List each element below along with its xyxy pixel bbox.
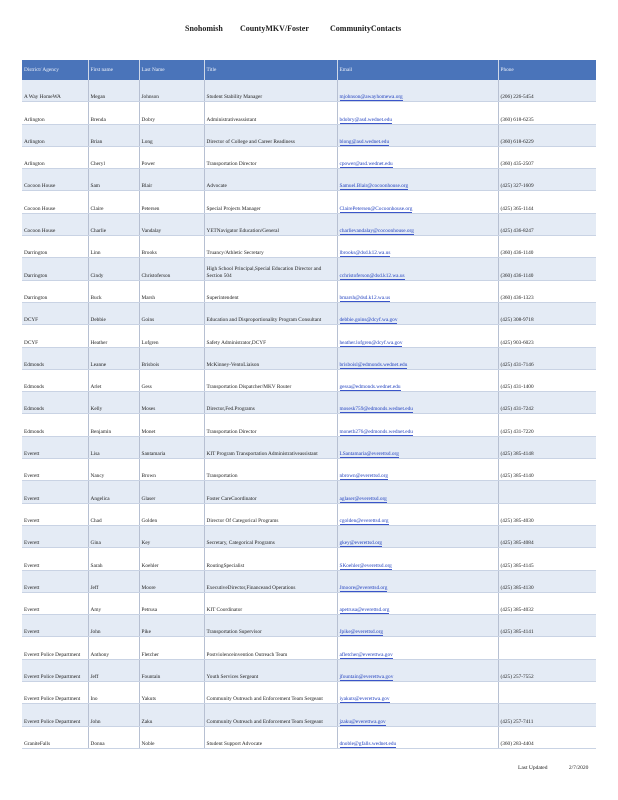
cell-phone: (425) 385-4084 [498,525,596,547]
email-link[interactable]: Jmoore@everettsd.org [339,584,388,591]
table-row [22,102,596,124]
cell-title: Special Projects Manager [204,191,337,213]
table-row [22,191,596,213]
cell-first-name: Sarah [88,548,139,570]
table-body [22,80,596,748]
table-row [22,726,596,748]
cell-last-name: Monet [139,414,204,436]
cell-district: Edmonds [22,369,88,391]
cell-district: Everett [22,615,88,637]
header-last-name: Last Name [139,60,204,80]
cell-district: Cocoon House [22,169,88,191]
cell-email [337,704,498,726]
email-link[interactable]: LSantamaria@everettsd.org [339,451,399,458]
cell-phone: (425) 385-4130 [498,570,596,592]
cell-title: Student Support Advocate [204,726,337,748]
table-row [22,124,596,146]
cell-title: Transportation Supervisor [204,615,337,637]
cell-phone: (360) 283-4404 [498,726,596,748]
cell-last-name: Koehler [139,548,204,570]
email-link[interactable]: cpower@asd.wednet.edu [339,161,393,168]
cell-district: Darrington [22,258,88,280]
cell-first-name: Heather [88,325,139,347]
cell-last-name: Marsh [139,280,204,302]
cell-phone: (360) 436-1323 [498,280,596,302]
cell-district: Edmonds [22,414,88,436]
cell-phone: (425) 308-9718 [498,302,596,324]
cell-last-name: Fountain [139,659,204,681]
cell-title: Student Stability Manager [204,80,337,102]
cell-email [337,548,498,570]
cell-first-name: Debbie [88,302,139,324]
cell-email [337,347,498,369]
table-row [22,213,596,235]
cell-title: RoutingSpecialist [204,548,337,570]
cell-first-name: Ino [88,682,139,704]
cell-last-name: Blair [139,169,204,191]
table-row [22,659,596,681]
cell-first-name: Cindy [88,258,139,280]
cell-email [337,146,498,168]
header-phone: Phone [498,60,596,80]
cell-email [337,280,498,302]
contacts-table [22,60,596,749]
email-link[interactable]: gkey@everettsd.org [339,540,383,547]
cell-title: Director Of Categorical Programs [204,503,337,525]
cell-first-name: Anthony [88,637,139,659]
table-row [22,414,596,436]
cell-first-name: Kelly [88,392,139,414]
cell-district: GraniteFalls [22,726,88,748]
cell-first-name: Gina [88,525,139,547]
cell-email [337,414,498,436]
table-row [22,347,596,369]
cell-title: Education and Disproportionality Program Consultant [204,302,337,324]
cell-district: Everett Police Department [22,659,88,681]
cell-title: KIT Coordinator [204,592,337,614]
cell-district: Edmonds [22,392,88,414]
cell-phone: (425) 385-4145 [498,548,596,570]
title-program: CountyMKV/Foster [240,24,309,33]
cell-email [337,481,498,503]
cell-district: Everett [22,503,88,525]
email-link[interactable]: Samuel.Blair@cocoonhouse.org [339,183,409,190]
cell-first-name: Brian [88,124,139,146]
header-email: Email [337,60,498,80]
table-row [22,570,596,592]
cell-title: ExecutiveDirector,Financeand Operations [204,570,337,592]
header-title: Title [204,60,337,80]
header-first-name: First name [88,60,139,80]
cell-last-name: Dobry [139,102,204,124]
cell-title: Secretary, Categorical Programs [204,525,337,547]
cell-title: Truancy/Athletic Secretary [204,236,337,258]
header-district: District/ Agency [22,60,88,80]
cell-first-name: Nancy [88,459,139,481]
cell-email [337,258,498,280]
cell-email [337,80,498,102]
email-link[interactable]: brisboisl@edmonds.wednet.edu [339,361,408,368]
email-link[interactable]: jzaku@everettwa.gov [339,718,386,725]
cell-last-name: Santamaria [139,436,204,458]
cell-first-name: Amy [88,592,139,614]
table-row [22,615,596,637]
cell-district: DCYF [22,325,88,347]
page-title [0,24,618,38]
cell-phone: (360) 435-2507 [498,146,596,168]
table-row [22,481,596,503]
cell-district: Everett [22,592,88,614]
last-updated-label: Last Updated [518,765,548,771]
cell-district: Edmonds [22,347,88,369]
cell-last-name: Zaku [139,704,204,726]
cell-district: Everett [22,570,88,592]
email-link[interactable]: mjohnson@awayhomewa.org [339,94,403,101]
cell-phone: (360) 618-6229 [498,124,596,146]
cell-phone: (425) 385-4140 [498,459,596,481]
cell-last-name: Christoferson [139,258,204,280]
table-row [22,392,596,414]
cell-first-name: Jeff [88,659,139,681]
cell-last-name: Glaser [139,481,204,503]
cell-phone: (425) 431-7146 [498,347,596,369]
cell-title: Director of College and Career Readiness [204,124,337,146]
cell-email [337,392,498,414]
email-link[interactable]: debbie.goins@dcyf.wa.gov [339,317,398,324]
cell-first-name: Brenda [88,102,139,124]
cell-email [337,726,498,748]
cell-phone: (360) 618-6235 [498,102,596,124]
cell-first-name: Charlie [88,213,139,235]
cell-title: Superintendent [204,280,337,302]
table-row [22,280,596,302]
cell-last-name: Noble [139,726,204,748]
email-link[interactable]: jfountain@everettwa.gov [339,674,394,681]
cell-district: Everett [22,481,88,503]
email-link[interactable]: iyakuts@everettwa.gov [339,696,390,703]
cell-first-name: Angelica [88,481,139,503]
cell-last-name: Power [139,146,204,168]
cell-district: Cocoon House [22,191,88,213]
cell-title: High School Principal,Special Education Director and Section 504 [204,258,337,280]
cell-last-name: Johnson [139,80,204,102]
table-row [22,436,596,458]
cell-email [337,325,498,347]
table-row [22,704,596,726]
cell-phone: (425) 431-7242 [498,392,596,414]
cell-email [337,302,498,324]
email-link[interactable]: SKoehler@everettsd.org [339,562,392,569]
table-row [22,369,596,391]
cell-first-name: Lisa [88,436,139,458]
cell-phone: (425) 431-7220 [498,414,596,436]
cell-title: Advocate [204,169,337,191]
cell-email [337,191,498,213]
cell-title: Community Outreach and Enforcement Team Sergeant [204,704,337,726]
email-link[interactable]: afletcher@everettwa.gov [339,651,393,658]
cell-district: Everett Police Department [22,682,88,704]
cell-phone: (425) 436-8247 [498,213,596,235]
cell-last-name: Petrusa [139,592,204,614]
cell-email [337,592,498,614]
table-row [22,525,596,547]
cell-email [337,369,498,391]
cell-last-name: Pike [139,615,204,637]
cell-title: McKinney-VentoLiaison [204,347,337,369]
cell-last-name: Brisbois [139,347,204,369]
cell-first-name: Leanne [88,347,139,369]
cell-last-name: Vandalay [139,213,204,235]
cell-first-name: Donna [88,726,139,748]
cell-email [337,102,498,124]
cell-email [337,236,498,258]
cell-last-name: Moore [139,570,204,592]
cell-district: Cocoon House [22,213,88,235]
cell-first-name: John [88,704,139,726]
cell-title: Safety Administrator,DCYF [204,325,337,347]
table-row [22,503,596,525]
cell-last-name: Goins [139,302,204,324]
cell-email [337,213,498,235]
cell-phone: (425) 327-1609 [498,169,596,191]
email-link[interactable]: apetrusa@everettsd.org [339,607,390,614]
cell-title: Transportation Director [204,414,337,436]
cell-last-name: Key [139,525,204,547]
cell-email [337,169,498,191]
cell-title: Administrativeassistant [204,102,337,124]
cell-first-name: Arlet [88,369,139,391]
cell-district: Darrington [22,280,88,302]
cell-district: Everett [22,525,88,547]
cell-phone: (425) 385-4032 [498,592,596,614]
table-row [22,682,596,704]
table-row [22,146,596,168]
cell-phone: (425) 431-1400 [498,369,596,391]
cell-title: Director,Fed.Programs [204,392,337,414]
cell-title: Postviolenceinvention Outreach Team [204,637,337,659]
cell-district: Arlington [22,102,88,124]
email-link[interactable]: bdobry@asd.wednet.edu [339,116,393,123]
cell-title: KIT Program Transportation Administrativeassistant [204,436,337,458]
table-row [22,592,596,614]
cell-first-name: Cheryl [88,146,139,168]
email-link[interactable]: nbrown@everettsd.org [339,473,388,480]
table-row [22,459,596,481]
cell-email [337,570,498,592]
cell-phone: (206) 226-5454 [498,80,596,102]
cell-last-name: Brooks [139,236,204,258]
cell-phone: (425) 257-7411 [498,704,596,726]
email-link[interactable]: mosesk759@edmonds.wednet.edu [339,406,413,413]
cell-email [337,682,498,704]
footer [518,765,608,771]
cell-district: DCYF [22,302,88,324]
title-contacts: CommunityContacts [330,24,402,33]
email-link[interactable]: cgolden@everettsd.org [339,517,389,524]
cell-phone: (425) 257-7552 [498,659,596,681]
email-link[interactable]: heather.lofgren@dcyf.wa.gov [339,339,403,346]
cell-last-name: Golden [139,503,204,525]
cell-first-name: Linn [88,236,139,258]
cell-district: Everett [22,436,88,458]
table-row [22,236,596,258]
email-link[interactable]: dnoble@gfalls.wednet.edu [339,740,397,747]
cell-first-name: John [88,615,139,637]
email-link[interactable]: gessa@edmonds.wednet.edu [339,384,401,391]
cell-district: Everett [22,459,88,481]
cell-last-name: Lofgren [139,325,204,347]
cell-email [337,615,498,637]
cell-first-name: Megan [88,80,139,102]
cell-last-name: Petersen [139,191,204,213]
email-link[interactable]: ClairePetersen@Cocoonhouse.org [339,205,413,212]
cell-first-name: Chad [88,503,139,525]
cell-district: Arlington [22,124,88,146]
cell-last-name: Moses [139,392,204,414]
cell-title: Transportation [204,459,337,481]
email-link[interactable]: cchristoferson@dsd.k12.wa.us [339,272,405,279]
cell-phone: (425) 903-6023 [498,325,596,347]
cell-phone: (360) 436-1140 [498,258,596,280]
title-county: Snohomish [185,24,223,33]
cell-phone [498,481,596,503]
cell-first-name: Jeff [88,570,139,592]
table-row [22,302,596,324]
cell-district: Everett [22,548,88,570]
cell-phone: (425) 385-4148 [498,436,596,458]
email-link[interactable]: blong@asd.wednet.edu [339,138,390,145]
table-row [22,169,596,191]
cell-title: Transportation Director [204,146,337,168]
table-row [22,258,596,280]
cell-title: YETNavigator Education/General [204,213,337,235]
cell-title: Youth Services Sergeant [204,659,337,681]
cell-last-name: Fletcher [139,637,204,659]
cell-phone [498,637,596,659]
table-row [22,325,596,347]
email-link[interactable]: lbrooks@dsd.k12.wa.us [339,250,391,257]
cell-email [337,124,498,146]
cell-last-name: Yakuts [139,682,204,704]
email-link[interactable]: Jpike@everettsd.org [339,629,383,636]
cell-last-name: Brown [139,459,204,481]
cell-district: Darrington [22,236,88,258]
table-row [22,637,596,659]
cell-email [337,459,498,481]
email-link[interactable]: monetb276@edmonds.wednet.edu [339,428,413,435]
cell-district: Everett Police Department [22,704,88,726]
table-row [22,548,596,570]
cell-phone: (425) 385-4030 [498,503,596,525]
email-link[interactable]: charlievandalay@cocoonhouse.org [339,228,414,235]
cell-district: Everett Police Department [22,637,88,659]
cell-title: Community Outreach and Enforcement Team Sergeant [204,682,337,704]
cell-first-name: Sam [88,169,139,191]
cell-last-name: Long [139,124,204,146]
cell-phone: (360) 436-1140 [498,236,596,258]
cell-email [337,436,498,458]
table-header-row [22,60,596,80]
last-updated-date: 2/7/2020 [568,765,589,771]
cell-email [337,503,498,525]
cell-first-name: Buck [88,280,139,302]
cell-district: A Way HomeWA [22,80,88,102]
cell-email [337,659,498,681]
cell-email [337,637,498,659]
table-row [22,80,596,102]
cell-email [337,525,498,547]
email-link[interactable]: bmarsh@dsd.k12.wa.us [339,294,391,301]
cell-phone: (425) 385-4141 [498,615,596,637]
cell-phone: (425) 365-1144 [498,191,596,213]
cell-last-name: Gess [139,369,204,391]
cell-first-name: Claire [88,191,139,213]
cell-district: Arlington [22,146,88,168]
cell-title: Transportation Dispatcher/MKV Router [204,369,337,391]
cell-phone [498,682,596,704]
cell-first-name: Benjamin [88,414,139,436]
cell-title: Foster CareCoordinator [204,481,337,503]
email-link[interactable]: aglaser@everettsd.org [339,495,387,502]
